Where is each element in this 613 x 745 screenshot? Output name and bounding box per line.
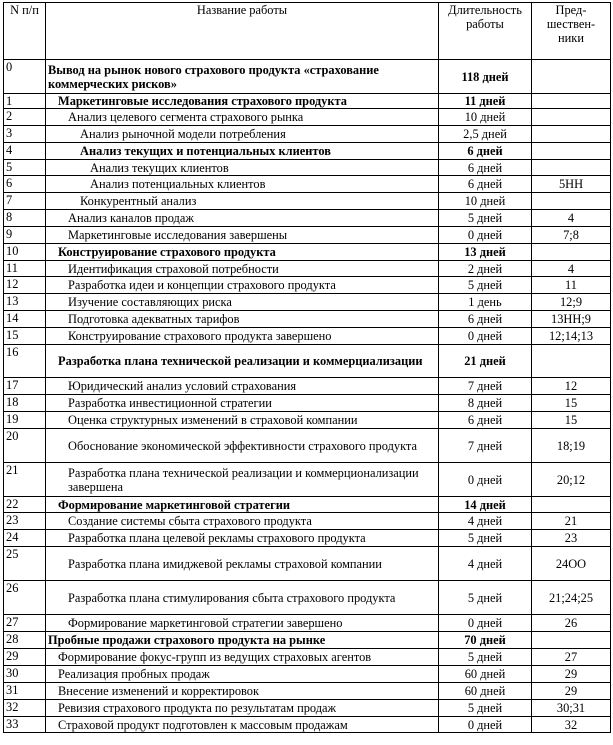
row-duration: 60 дней — [439, 666, 532, 683]
row-task-name: Разработка плана технической реализации и коммерционализации завершена — [46, 463, 439, 497]
row-predecessors: 18;19 — [532, 429, 611, 463]
row-duration: 5 дней — [439, 277, 532, 294]
row-task-name: Разработка плана технической реализации и коммерциализации — [46, 345, 439, 378]
row-number: 22 — [4, 497, 46, 513]
row-predecessors: 11 — [532, 277, 611, 294]
row-task-name: Пробные продажи страхового продукта на рынке — [46, 632, 439, 649]
row-number: 0 — [4, 60, 46, 94]
table-row — [4, 143, 611, 160]
row-task-name: Маркетинговые исследования завершены — [46, 227, 439, 244]
row-number: 33 — [4, 717, 46, 733]
row-task-name: Разработка инвестиционной стратегии — [46, 395, 439, 412]
table-row — [4, 412, 611, 429]
row-duration: 1 день — [439, 294, 532, 311]
table-row — [4, 463, 611, 497]
row-predecessors — [532, 345, 611, 378]
row-number: 2 — [4, 109, 46, 126]
table-row — [4, 193, 611, 210]
works-table — [3, 2, 611, 733]
row-duration: 118 дней — [439, 60, 532, 94]
row-task-name: Ревизия страхового продукта по результатам продаж — [46, 700, 439, 717]
row-number: 32 — [4, 700, 46, 717]
table-row — [4, 328, 611, 345]
table-row — [4, 666, 611, 683]
row-task-name: Внесение изменений и корректировок — [46, 683, 439, 700]
row-predecessors: 26 — [532, 615, 611, 632]
table-row — [4, 615, 611, 632]
row-duration: 21 дней — [439, 345, 532, 378]
row-predecessors: 13НН;9 — [532, 311, 611, 328]
row-duration: 7 дней — [439, 429, 532, 463]
row-predecessors — [532, 193, 611, 210]
row-task-name: Формирование маркетинговой стратегии завершено — [46, 615, 439, 632]
row-duration: 2 дней — [439, 261, 532, 277]
row-task-name: Формирование фокус-групп из ведущих страховых агентов — [46, 649, 439, 666]
row-task-name: Идентификация страховой потребности — [46, 261, 439, 277]
row-task-name: Разработка плана целевой рекламы страхового продукта — [46, 530, 439, 547]
row-number: 25 — [4, 547, 46, 581]
row-predecessors — [532, 60, 611, 94]
table-row — [4, 294, 611, 311]
row-duration: 13 дней — [439, 244, 532, 261]
row-predecessors: 12 — [532, 378, 611, 395]
row-number: 26 — [4, 581, 46, 615]
table-row — [4, 210, 611, 227]
row-duration: 5 дней — [439, 700, 532, 717]
row-predecessors: 32 — [532, 717, 611, 733]
table-row — [4, 683, 611, 700]
row-duration: 5 дней — [439, 649, 532, 666]
row-number: 16 — [4, 345, 46, 378]
row-predecessors: 29 — [532, 666, 611, 683]
row-number: 14 — [4, 311, 46, 328]
row-number: 28 — [4, 632, 46, 649]
row-task-name: Анализ рыночной модели потребления — [46, 126, 439, 143]
row-predecessors: 20;12 — [532, 463, 611, 497]
row-task-name: Подготовка адекватных тарифов — [46, 311, 439, 328]
table-row — [4, 311, 611, 328]
row-predecessors: 29 — [532, 683, 611, 700]
row-number: 10 — [4, 244, 46, 261]
row-duration: 0 дней — [439, 328, 532, 345]
row-duration: 4 дней — [439, 547, 532, 581]
row-duration: 14 дней — [439, 497, 532, 513]
row-number: 12 — [4, 277, 46, 294]
table-row — [4, 345, 611, 378]
row-predecessors: 5НН — [532, 176, 611, 193]
row-predecessors: 21;24;25 — [532, 581, 611, 615]
row-number: 21 — [4, 463, 46, 497]
row-number: 7 — [4, 193, 46, 210]
row-number: 5 — [4, 160, 46, 176]
row-number: 4 — [4, 143, 46, 160]
row-predecessors: 4 — [532, 210, 611, 227]
table-row — [4, 277, 611, 294]
table-row — [4, 513, 611, 530]
table-row — [4, 395, 611, 412]
row-predecessors: 27 — [532, 649, 611, 666]
table-row — [4, 581, 611, 615]
table-row — [4, 109, 611, 126]
row-predecessors — [532, 94, 611, 109]
row-task-name: Анализ текущих и потенциальных клиентов — [46, 143, 439, 160]
row-number: 24 — [4, 530, 46, 547]
row-number: 29 — [4, 649, 46, 666]
header-predecessors: Пред-шествен-ники — [532, 3, 611, 60]
row-number: 27 — [4, 615, 46, 632]
row-predecessors: 21 — [532, 513, 611, 530]
row-duration: 60 дней — [439, 683, 532, 700]
row-duration: 6 дней — [439, 143, 532, 160]
row-duration: 4 дней — [439, 513, 532, 530]
row-task-name: Маркетинговые исследования страхового продукта — [46, 94, 439, 109]
row-predecessors: 12;9 — [532, 294, 611, 311]
row-predecessors: 30;31 — [532, 700, 611, 717]
table-row — [4, 94, 611, 109]
table-row — [4, 378, 611, 395]
row-task-name: Разработка идеи и концепции страхового продукта — [46, 277, 439, 294]
row-predecessors: 4 — [532, 261, 611, 277]
row-number: 15 — [4, 328, 46, 345]
row-duration: 6 дней — [439, 176, 532, 193]
row-number: 20 — [4, 429, 46, 463]
row-task-name: Анализ текущих клиентов — [46, 160, 439, 176]
row-predecessors — [532, 143, 611, 160]
row-duration: 10 дней — [439, 109, 532, 126]
row-task-name: Реализация пробных продаж — [46, 666, 439, 683]
table-row — [4, 244, 611, 261]
row-predecessors — [532, 109, 611, 126]
row-number: 17 — [4, 378, 46, 395]
row-task-name: Конструирование страхового продукта завершено — [46, 328, 439, 345]
row-duration: 10 дней — [439, 193, 532, 210]
table-row — [4, 227, 611, 244]
row-duration: 11 дней — [439, 94, 532, 109]
row-duration: 6 дней — [439, 412, 532, 429]
header-duration: Длительность работы — [439, 3, 532, 60]
table-row — [4, 429, 611, 463]
row-number: 23 — [4, 513, 46, 530]
row-duration: 8 дней — [439, 395, 532, 412]
table-row — [4, 160, 611, 176]
row-number: 1 — [4, 94, 46, 109]
row-number: 13 — [4, 294, 46, 311]
row-task-name: Разработка плана стимулирования сбыта страхового продукта — [46, 581, 439, 615]
table-row — [4, 649, 611, 666]
row-duration: 70 дней — [439, 632, 532, 649]
row-duration: 0 дней — [439, 717, 532, 733]
table-row — [4, 60, 611, 94]
table-row — [4, 632, 611, 649]
row-predecessors: 15 — [532, 395, 611, 412]
row-number: 31 — [4, 683, 46, 700]
row-predecessors: 12;14;13 — [532, 328, 611, 345]
row-predecessors — [532, 160, 611, 176]
row-task-name: Анализ потенциальных клиентов — [46, 176, 439, 193]
table-row — [4, 176, 611, 193]
header-name: Название работы — [46, 3, 439, 60]
row-task-name: Формирование маркетинговой стратегии — [46, 497, 439, 513]
row-duration: 6 дней — [439, 311, 532, 328]
row-predecessors — [532, 632, 611, 649]
row-number: 30 — [4, 666, 46, 683]
row-duration: 6 дней — [439, 160, 532, 176]
row-task-name: Конкурентный анализ — [46, 193, 439, 210]
table-row — [4, 700, 611, 717]
row-duration: 0 дней — [439, 227, 532, 244]
row-number: 11 — [4, 261, 46, 277]
header-num: N п/п — [4, 3, 46, 60]
row-number: 3 — [4, 126, 46, 143]
row-number: 9 — [4, 227, 46, 244]
row-task-name: Вывод на рынок нового страхового продукта «страхование коммерческих рисков» — [46, 60, 439, 94]
row-predecessors: 24OO — [532, 547, 611, 581]
row-task-name: Разработка плана имиджевой рекламы страховой компании — [46, 547, 439, 581]
row-task-name: Конструирование страхового продукта — [46, 244, 439, 261]
table-row — [4, 497, 611, 513]
row-duration: 7 дней — [439, 378, 532, 395]
table-row — [4, 717, 611, 733]
row-duration: 2,5 дней — [439, 126, 532, 143]
row-task-name: Страховой продукт подготовлен к массовым продажам — [46, 717, 439, 733]
table-row — [4, 530, 611, 547]
row-task-name: Анализ каналов продаж — [46, 210, 439, 227]
row-predecessors — [532, 497, 611, 513]
row-task-name: Оценка структурных изменений в страховой компании — [46, 412, 439, 429]
row-task-name: Создание системы сбыта страхового продукта — [46, 513, 439, 530]
row-task-name: Обоснование экономической эффективности страхового продукта — [46, 429, 439, 463]
row-task-name: Изучение составляющих риска — [46, 294, 439, 311]
table-row — [4, 126, 611, 143]
row-predecessors — [532, 244, 611, 261]
row-predecessors: 23 — [532, 530, 611, 547]
row-task-name: Анализ целевого сегмента страхового рынка — [46, 109, 439, 126]
row-predecessors — [532, 126, 611, 143]
row-task-name: Юридический анализ условий страхования — [46, 378, 439, 395]
row-number: 19 — [4, 412, 46, 429]
row-number: 6 — [4, 176, 46, 193]
table-row — [4, 547, 611, 581]
row-number: 18 — [4, 395, 46, 412]
header-row — [4, 3, 611, 60]
row-duration: 5 дней — [439, 581, 532, 615]
row-duration: 5 дней — [439, 210, 532, 227]
row-predecessors: 15 — [532, 412, 611, 429]
row-duration: 0 дней — [439, 615, 532, 632]
row-duration: 0 дней — [439, 463, 532, 497]
row-predecessors: 7;8 — [532, 227, 611, 244]
row-number: 8 — [4, 210, 46, 227]
row-duration: 5 дней — [439, 530, 532, 547]
table-row — [4, 261, 611, 277]
